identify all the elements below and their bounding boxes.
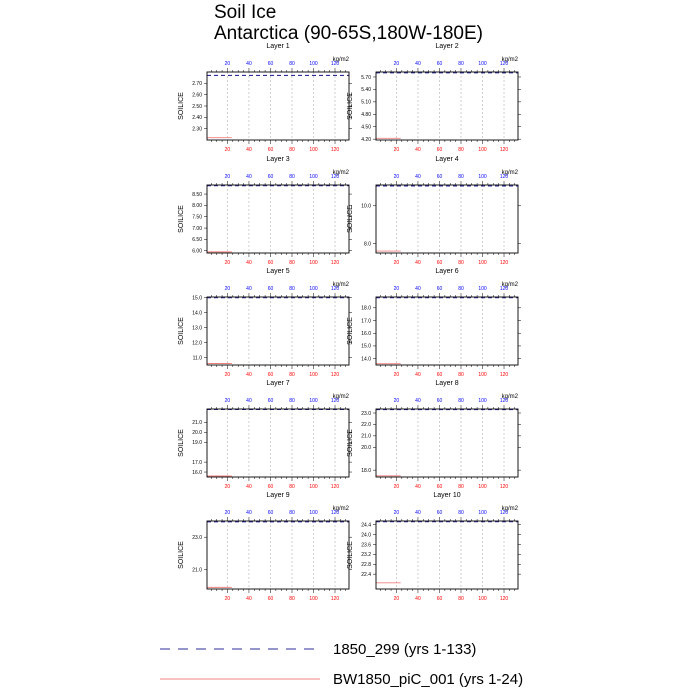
top-tick-label: 120 [330,398,340,404]
y-tick-label: 21.0 [192,567,202,574]
bottom-tick-label: 20 [393,147,400,153]
units-label: kg/m2 [501,170,518,176]
legend-label-bw1850-pic-001: BW1850_piC_001 (yrs 1-24) [333,671,524,688]
y-tick-label: 24.0 [361,532,371,539]
panel-layer-1 [178,43,352,153]
top-tick-label: 100 [309,398,318,404]
top-tick-label: 20 [393,61,400,67]
top-tick-label: 80 [458,61,464,67]
y-tick-label: 8.0 [364,241,371,248]
top-tick-label: 20 [224,174,231,180]
y-tick-label: 2.30 [192,126,202,133]
panel-title: Layer 1 [266,43,290,50]
bottom-tick-label: 100 [309,260,318,266]
bottom-tick-label: 120 [499,260,509,266]
panel-title: Layer 7 [266,380,290,387]
y-tick-label: 2.60 [192,92,202,99]
y-tick-label: 16.0 [192,469,202,476]
y-tick-label: 23.0 [361,410,371,417]
chart-title: Soil Ice [214,2,277,23]
top-tick-label: 60 [436,398,443,404]
units-label: kg/m2 [332,57,349,63]
panel-title: Layer 4 [435,156,459,163]
bottom-tick-label: 40 [246,484,252,490]
y-tick-label: 21.0 [192,420,202,427]
panel-frame [207,72,349,140]
top-tick-label: 100 [478,174,487,180]
bottom-tick-label: 120 [499,596,509,602]
top-tick-label: 20 [224,286,231,292]
bottom-tick-label: 60 [436,372,443,378]
bottom-tick-label: 40 [246,260,252,266]
panel-frame [376,72,518,140]
panel-layer-6 [347,268,521,378]
y-tick-label: 4.50 [361,124,371,131]
bottom-tick-label: 80 [458,147,464,153]
y-tick-label: 22.0 [361,422,371,429]
y-tick-label: 7.00 [192,225,202,232]
top-tick-label: 120 [499,174,509,180]
bottom-tick-label: 80 [458,484,464,490]
panel-layer-9 [178,492,352,602]
y-tick-label: 4.20 [361,136,371,143]
bottom-tick-label: 100 [309,484,318,490]
units-label: kg/m2 [501,282,518,288]
top-tick-label: 60 [267,398,274,404]
top-tick-label: 120 [499,510,509,516]
y-tick-label: 2.70 [192,81,202,88]
top-tick-label: 120 [499,61,509,67]
top-tick-label: 60 [436,286,443,292]
bottom-tick-label: 20 [393,260,400,266]
bottom-tick-label: 80 [289,596,295,602]
top-tick-label: 80 [458,398,464,404]
y-tick-label: 17.0 [192,459,202,466]
top-tick-label: 60 [267,174,274,180]
y-tick-label: 5.70 [361,74,371,81]
y-axis-label: SOILICE [347,429,354,457]
bottom-tick-label: 100 [478,147,487,153]
y-tick-label: 8.00 [192,203,202,210]
top-tick-label: 80 [289,174,295,180]
bottom-tick-label: 120 [330,372,340,378]
top-tick-label: 100 [309,61,318,67]
y-tick-label: 23.6 [361,542,371,549]
bottom-tick-label: 60 [267,596,274,602]
panel-layer-3 [178,156,352,266]
y-tick-label: 4.80 [361,112,371,119]
top-tick-label: 20 [224,398,231,404]
y-tick-label: 6.00 [192,248,202,255]
panel-layer-5 [178,268,352,378]
y-tick-label: 2.50 [192,103,202,110]
top-tick-label: 80 [289,510,295,516]
y-tick-label: 23.2 [361,552,371,559]
units-label: kg/m2 [332,394,349,400]
top-tick-label: 80 [458,510,464,516]
bottom-tick-label: 80 [458,596,464,602]
bottom-tick-label: 100 [478,260,487,266]
top-tick-label: 40 [415,398,421,404]
bottom-tick-label: 40 [415,260,421,266]
y-axis-label: SOILICE [347,205,354,233]
top-tick-label: 40 [246,286,252,292]
bottom-tick-label: 60 [436,147,443,153]
bottom-tick-label: 60 [436,484,443,490]
panel-title: Layer 5 [266,268,290,275]
bottom-tick-label: 120 [330,596,340,602]
units-label: kg/m2 [501,506,518,512]
bottom-tick-label: 100 [478,596,487,602]
y-axis-label: SOILICE [347,92,354,120]
y-tick-label: 18.0 [361,305,371,312]
top-tick-label: 100 [478,286,487,292]
panel-title: Layer 2 [435,43,459,50]
bottom-tick-label: 100 [478,484,487,490]
panel-layer-2 [347,43,521,153]
top-tick-label: 20 [224,510,231,516]
top-tick-label: 20 [393,510,400,516]
top-tick-label: 120 [330,286,340,292]
top-tick-label: 120 [330,510,340,516]
top-tick-label: 40 [246,174,252,180]
y-tick-label: 5.10 [361,99,371,106]
top-tick-label: 20 [393,398,400,404]
bottom-tick-label: 20 [393,484,400,490]
bottom-tick-label: 60 [436,596,443,602]
panel-frame [376,409,518,477]
bottom-tick-label: 60 [267,260,274,266]
y-tick-label: 17.0 [361,318,371,325]
panel-layer-7 [178,380,352,490]
panel-layer-10 [347,492,521,602]
top-tick-label: 80 [458,174,464,180]
y-tick-label: 8.50 [192,191,202,198]
bottom-tick-label: 20 [224,596,231,602]
bottom-tick-label: 40 [246,596,252,602]
top-tick-label: 80 [289,286,295,292]
top-tick-label: 60 [267,286,274,292]
top-tick-label: 60 [436,61,443,67]
bottom-tick-label: 40 [415,147,421,153]
panel-frame [376,521,518,589]
bottom-tick-label: 60 [267,484,274,490]
units-label: kg/m2 [501,394,518,400]
legend [160,641,523,688]
top-tick-label: 100 [478,61,487,67]
bottom-tick-label: 80 [458,372,464,378]
y-tick-label: 22.4 [361,571,371,578]
panel-title: Layer 10 [433,492,461,499]
top-tick-label: 100 [309,510,318,516]
units-label: kg/m2 [332,170,349,176]
panel-frame [207,185,349,253]
y-tick-label: 11.0 [192,355,202,362]
bottom-tick-label: 100 [478,372,487,378]
bottom-tick-label: 40 [415,484,421,490]
top-tick-label: 40 [246,398,252,404]
bottom-tick-label: 80 [289,484,295,490]
bottom-tick-label: 80 [289,372,295,378]
bottom-tick-label: 20 [224,372,231,378]
legend-label-1850-299: 1850_299 (yrs 1-133) [333,641,477,658]
y-tick-label: 15.0 [361,343,371,350]
bottom-tick-label: 80 [289,147,295,153]
top-tick-label: 80 [458,286,464,292]
y-axis-label: SOILICE [178,205,185,233]
bottom-tick-label: 120 [499,147,509,153]
bottom-tick-label: 120 [499,484,509,490]
bottom-tick-label: 80 [289,260,295,266]
y-tick-label: 10.0 [361,203,371,210]
top-tick-label: 20 [393,286,400,292]
panel-title: Layer 9 [266,492,290,499]
y-axis-label: SOILICE [178,317,185,345]
top-tick-label: 40 [415,510,421,516]
panel-title: Layer 3 [266,156,290,163]
y-tick-label: 23.0 [192,534,202,541]
top-tick-label: 40 [415,174,421,180]
top-tick-label: 100 [309,174,318,180]
panel-layer-4 [347,156,521,266]
y-axis-label: SOILICE [347,317,354,345]
bottom-tick-label: 20 [224,147,231,153]
top-tick-label: 40 [246,61,252,67]
y-axis-label: SOILICE [178,92,185,120]
bottom-tick-label: 20 [393,596,400,602]
y-tick-label: 5.40 [361,87,371,94]
y-axis-label: SOILICE [178,429,185,457]
bottom-tick-label: 40 [415,372,421,378]
y-axis-label: SOILICE [178,541,185,569]
y-tick-label: 15.0 [192,295,202,302]
y-tick-label: 24.4 [361,522,371,529]
y-tick-label: 7.50 [192,214,202,221]
top-tick-label: 100 [309,286,318,292]
y-tick-label: 19.0 [192,440,202,447]
units-label: kg/m2 [332,282,349,288]
panel-frame [207,297,349,365]
panel-frame [207,409,349,477]
bottom-tick-label: 60 [267,372,274,378]
bottom-tick-label: 120 [330,260,340,266]
top-tick-label: 60 [267,61,274,67]
units-label: kg/m2 [332,506,349,512]
top-tick-label: 60 [436,510,443,516]
panel-grid [178,43,521,602]
bottom-tick-label: 20 [224,260,231,266]
y-tick-label: 6.50 [192,237,202,244]
y-tick-label: 20.0 [192,430,202,437]
top-tick-label: 20 [224,61,231,67]
top-tick-label: 40 [415,61,421,67]
panel-frame [376,185,518,253]
top-tick-label: 120 [499,286,509,292]
y-tick-label: 20.0 [361,445,371,452]
top-tick-label: 40 [415,286,421,292]
y-tick-label: 22.8 [361,562,371,569]
top-tick-label: 80 [289,61,295,67]
top-tick-label: 60 [436,174,443,180]
y-tick-label: 12.0 [192,340,202,347]
top-tick-label: 120 [499,398,509,404]
panel-frame [207,521,349,589]
y-tick-label: 18.0 [361,467,371,474]
bottom-tick-label: 80 [458,260,464,266]
panel-title: Layer 6 [435,268,459,275]
bottom-tick-label: 120 [330,484,340,490]
units-label: kg/m2 [501,57,518,63]
y-tick-label: 21.0 [361,433,371,440]
top-tick-label: 100 [478,510,487,516]
bottom-tick-label: 120 [330,147,340,153]
bottom-tick-label: 100 [309,372,318,378]
bottom-tick-label: 20 [393,372,400,378]
panel-layer-8 [347,380,521,490]
y-tick-label: 2.40 [192,115,202,122]
bottom-tick-label: 120 [499,372,509,378]
top-tick-label: 80 [289,398,295,404]
y-tick-label: 14.0 [361,356,371,363]
bottom-tick-label: 40 [415,596,421,602]
bottom-tick-label: 100 [309,147,318,153]
chart-subtitle: Antarctica (90-65S,180W-180E) [214,23,483,44]
bottom-tick-label: 100 [309,596,318,602]
y-tick-label: 16.0 [361,331,371,338]
panel-title: Layer 8 [435,380,459,387]
bottom-tick-label: 20 [224,484,231,490]
top-tick-label: 40 [246,510,252,516]
bottom-tick-label: 40 [246,147,252,153]
y-tick-label: 13.0 [192,325,202,332]
bottom-tick-label: 60 [267,147,274,153]
y-axis-label: SOILICE [347,541,354,569]
y-tick-label: 14.0 [192,310,202,317]
top-tick-label: 20 [393,174,400,180]
top-tick-label: 100 [478,398,487,404]
top-tick-label: 60 [267,510,274,516]
panel-frame [376,297,518,365]
bottom-tick-label: 60 [436,260,443,266]
top-tick-label: 120 [330,174,340,180]
bottom-tick-label: 40 [246,372,252,378]
top-tick-label: 120 [330,61,340,67]
